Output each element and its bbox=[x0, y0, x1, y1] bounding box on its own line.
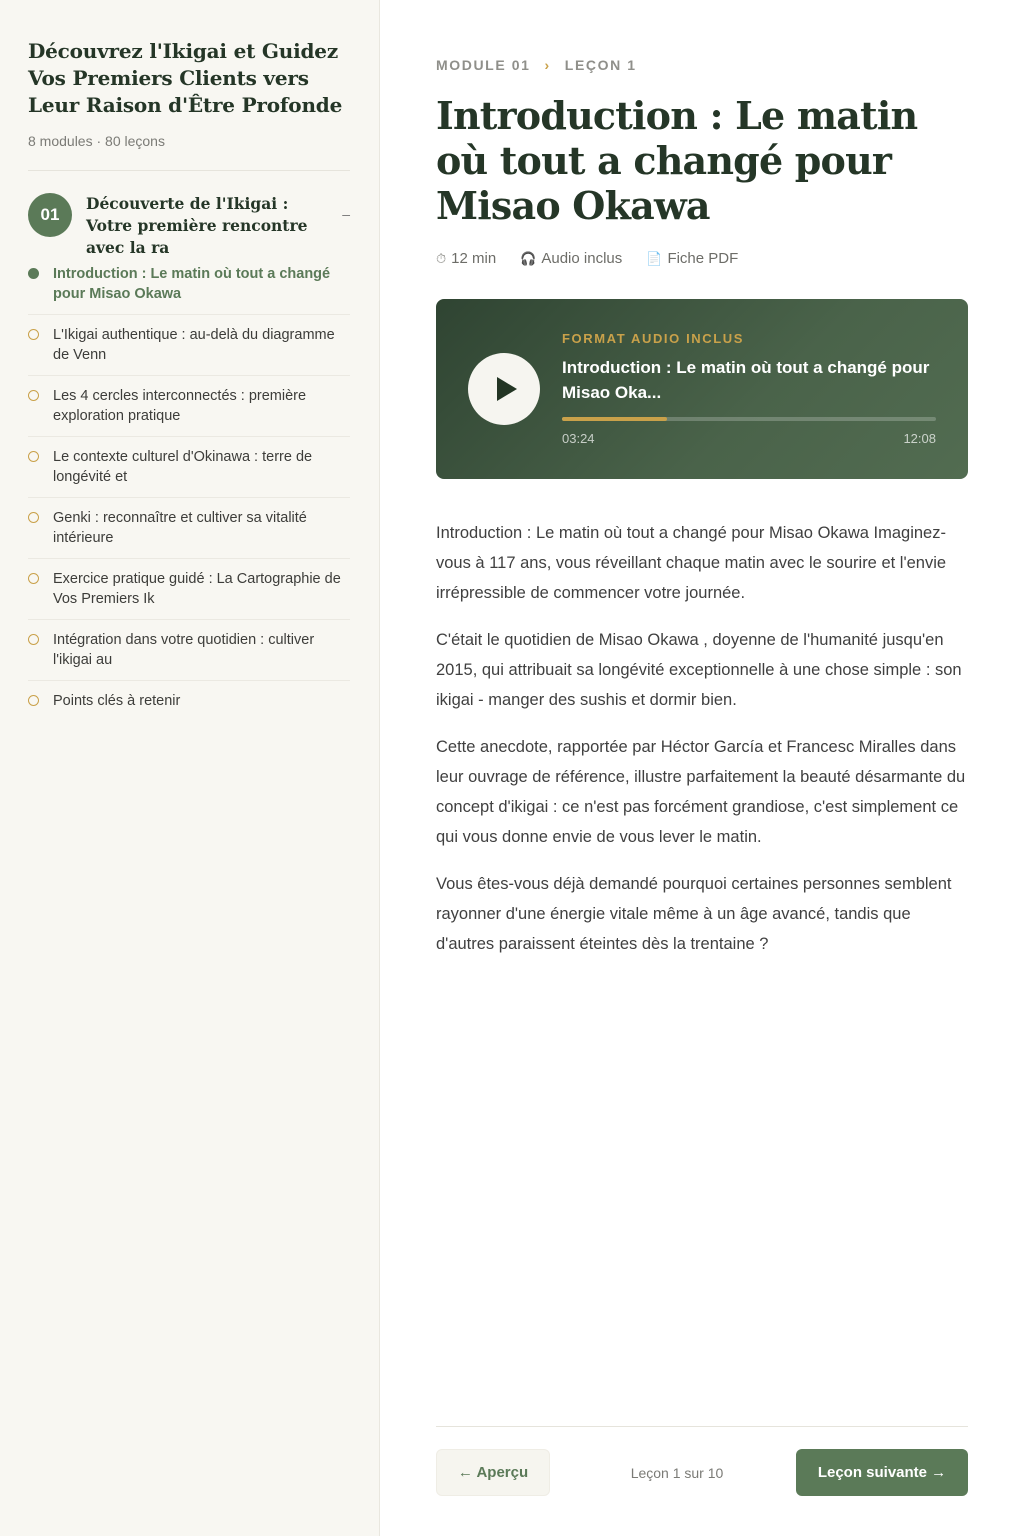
content-paragraph: Cette anecdote, rapportée par Héctor García et Francesc Miralles dans leur ouvrage de référence, illustre parfaitement la beauté désarmante du concept d'ikigai : ce n'est pas forcément grandiose, c'est simplement ce qui vous donne envie de vous lever le matin. bbox=[436, 738, 966, 846]
previous-button[interactable]: ← Aperçu bbox=[436, 1449, 550, 1496]
course-meta: 8 modules · 80 leçons bbox=[28, 133, 165, 149]
sidebar-divider bbox=[28, 170, 350, 171]
audio-time-row bbox=[562, 431, 936, 446]
lesson-dot-icon bbox=[28, 390, 39, 401]
content-paragraph: C'était le quotidien de Misao Okawa , doyenne de l'humanité jusqu'en 2015, qui attribuait sa longévité exceptionnelle à une chose simple : son ikigai - manger des sushis et dormir bien. bbox=[436, 631, 962, 709]
audio-progress-fill bbox=[562, 417, 667, 421]
lesson-label: Genki : reconnaître et cultiver sa vitalité intérieure bbox=[53, 510, 307, 546]
headphones-icon: 🎧 bbox=[520, 250, 537, 266]
page-indicator: Leçon 1 sur 10 bbox=[630, 1464, 724, 1481]
course-title: Découvrez l'Ikigai et Guidez Vos Premiers Clients vers Leur Raison d'Être Profonde bbox=[28, 39, 343, 117]
lesson-label: Le contexte culturel d'Okinawa : terre de longévité et bbox=[53, 449, 313, 485]
breadcrumb-module[interactable]: MODULE 01 bbox=[436, 57, 531, 73]
lesson-dot-icon bbox=[28, 512, 39, 523]
lesson-dot-icon bbox=[28, 695, 39, 706]
lesson-list bbox=[28, 254, 350, 721]
lesson-item[interactable] bbox=[28, 254, 350, 315]
lesson-item[interactable] bbox=[28, 498, 350, 559]
lesson-content bbox=[436, 518, 968, 959]
content-paragraph: Vous êtes-vous déjà demandé pourquoi certaines personnes semblent rayonner d'une énergie vitale même à un âge avancé, tandis que d'autres paraissent éteintes dès la trentaine ? bbox=[436, 875, 952, 953]
audio-progress-bar[interactable] bbox=[562, 417, 936, 421]
audio-player bbox=[436, 299, 968, 479]
audio-title: Introduction : Le matin où tout a changé pour Misao Oka... bbox=[562, 358, 930, 402]
breadcrumb-lesson: LEÇON 1 bbox=[564, 57, 637, 73]
lesson-item[interactable] bbox=[28, 437, 350, 498]
audio-kicker: FORMAT AUDIO INCLUS bbox=[562, 331, 745, 346]
lesson-item[interactable] bbox=[28, 315, 350, 376]
breadcrumb bbox=[436, 57, 968, 73]
lesson-label: Points clés à retenir bbox=[53, 693, 181, 709]
pdf-label[interactable]: Fiche PDF bbox=[667, 250, 739, 267]
lesson-dot-icon bbox=[28, 329, 39, 340]
audio-current-time: 03:24 bbox=[562, 431, 595, 446]
lesson-item[interactable] bbox=[28, 620, 350, 681]
clock-icon: ⏱ bbox=[436, 250, 447, 266]
lesson-title: Introduction : Le matin où tout a changé pour Misao Okawa bbox=[436, 93, 918, 228]
lesson-main bbox=[436, 0, 968, 1536]
duration-meta bbox=[436, 250, 496, 267]
active-lesson-dot-icon bbox=[28, 268, 39, 279]
lesson-footer bbox=[436, 1426, 968, 1496]
lesson-label: Intégration dans votre quotidien : cultiver l'ikigai au bbox=[53, 632, 315, 668]
lesson-dot-icon bbox=[28, 573, 39, 584]
audio-label: Audio inclus bbox=[541, 250, 623, 267]
next-lesson-button[interactable]: Leçon suivante → bbox=[796, 1449, 968, 1496]
collapse-icon[interactable]: – bbox=[342, 206, 350, 222]
document-icon: 📄 bbox=[646, 250, 663, 266]
lesson-dot-icon bbox=[28, 634, 39, 645]
lesson-label: L'Ikigai authentique : au-delà du diagramme de Venn bbox=[53, 327, 335, 363]
lesson-item[interactable] bbox=[28, 559, 350, 620]
audio-meta bbox=[520, 250, 622, 267]
lesson-item[interactable] bbox=[28, 376, 350, 437]
lesson-dot-icon bbox=[28, 451, 39, 462]
audio-total-time: 12:08 bbox=[903, 431, 936, 446]
course-sidebar bbox=[0, 0, 380, 1536]
module-number-badge: 01 bbox=[28, 193, 72, 237]
play-button[interactable] bbox=[468, 353, 540, 425]
lesson-meta bbox=[436, 250, 968, 267]
audio-info bbox=[562, 331, 936, 446]
chevron-right-icon: › bbox=[544, 57, 551, 73]
module-title: Découverte de l'Ikigai : Votre première rencontre avec la ra bbox=[86, 194, 308, 257]
content-paragraph: Introduction : Le matin où tout a changé pour Misao Okawa Imaginez-vous à 117 ans, vous réveillant chaque matin avec le sourire et l'envie irrépressible de commencer votre journée. bbox=[436, 524, 947, 602]
lesson-label: Exercice pratique guidé : La Cartographie de Vos Premiers Ik bbox=[53, 571, 341, 607]
lesson-label: Les 4 cercles interconnectés : première exploration pratique bbox=[53, 388, 307, 424]
pdf-meta[interactable] bbox=[646, 250, 738, 267]
lesson-item[interactable] bbox=[28, 681, 350, 721]
play-icon bbox=[497, 377, 517, 401]
lesson-label: Introduction : Le matin où tout a changé pour Misao Okawa bbox=[53, 266, 331, 302]
duration-label: 12 min bbox=[451, 250, 497, 267]
module-header[interactable] bbox=[28, 193, 350, 257]
